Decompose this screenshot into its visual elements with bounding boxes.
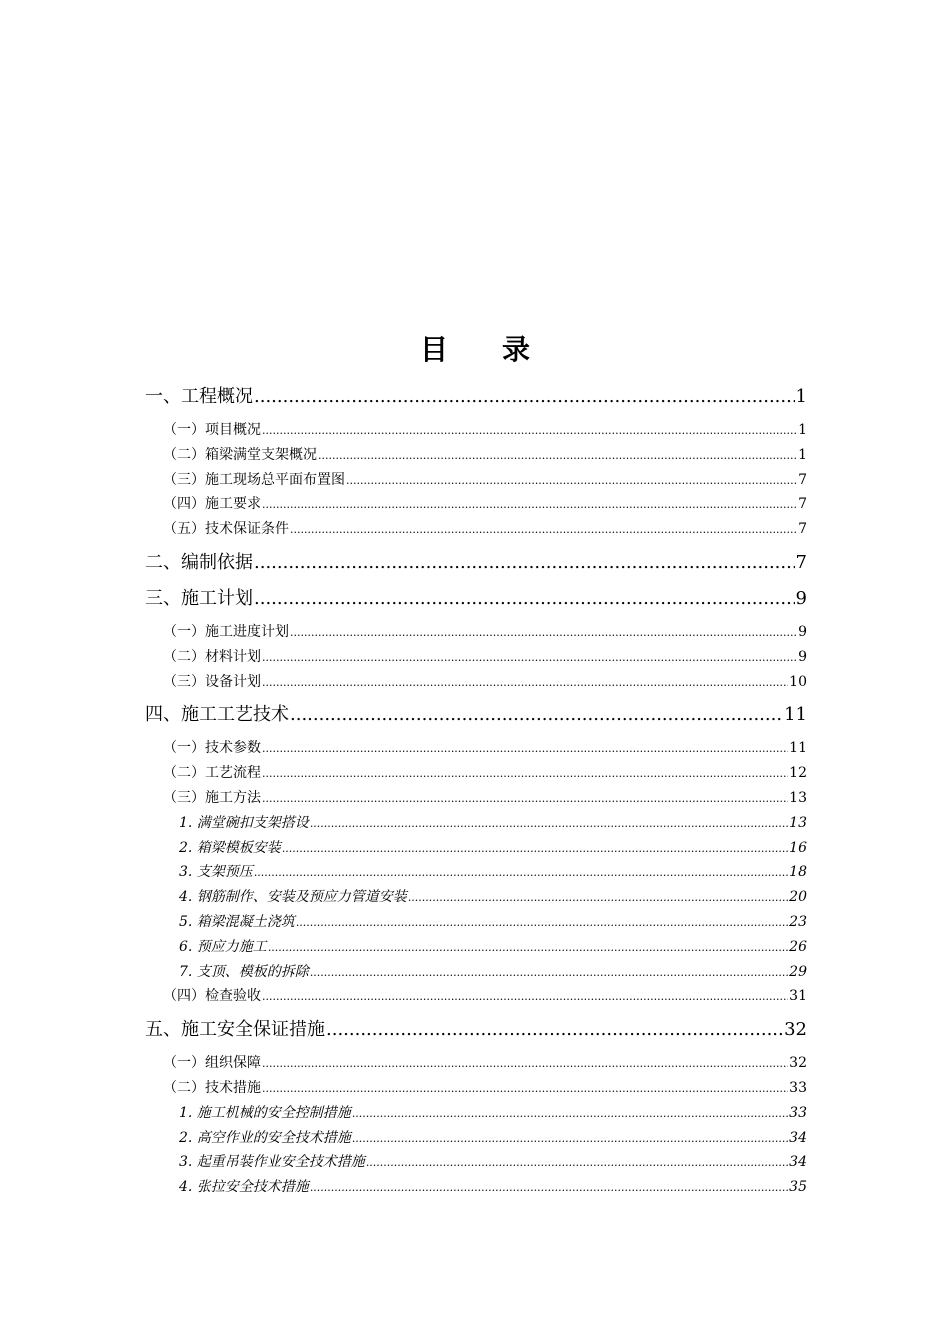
toc-entry-page-number: 7 [798,471,807,488]
toc-entry-label: （三）设备计划 [163,673,261,690]
toc-entry-page-number: 18 [789,864,807,881]
toc-entry-page-number: 20 [789,889,807,906]
toc-entry-level-1[interactable] [145,582,807,616]
toc-entry-page-number: 35 [789,1179,807,1196]
toc-entry-level-3[interactable] [145,1126,807,1151]
toc-dot-leader [290,518,797,542]
toc-entry-page-number: 1 [795,386,807,407]
toc-entry-level-1[interactable] [145,380,807,414]
toc-entry-label: 3. 起重吊装作业安全技术措施 [179,1154,365,1171]
toc-entry-label: 4. 张拉安全技术措施 [179,1179,309,1196]
toc-entry-page-number: 34 [789,1154,807,1171]
toc-dot-leader [366,1151,788,1175]
toc-entry-label: 5. 箱梁混凝土浇筑 [179,913,295,930]
toc-entry-level-2[interactable] [145,786,807,811]
toc-entry-label: （五）技术保证条件 [163,521,289,538]
toc-dot-leader [254,380,795,414]
toc-entry-label: 7. 支顶、模板的拆除 [179,963,309,980]
toc-dot-leader [262,1077,788,1101]
toc-dot-leader [262,1052,788,1076]
toc-entry-label: 4. 钢筋制作、安装及预应力管道安装 [179,889,407,906]
toc-entry-level-3[interactable] [145,910,807,935]
toc-entry-label: （四）施工要求 [163,496,261,513]
toc-entry-level-3[interactable] [145,935,807,960]
toc-entry-level-3[interactable] [145,1101,807,1126]
toc-entry-label: 1. 满堂碗扣支架搭设 [179,814,309,831]
toc-entry-level-2[interactable] [145,620,807,645]
toc-entry-level-2[interactable] [145,645,807,670]
toc-entry-page-number: 32 [784,1019,807,1041]
toc-entry-label: （二）技术措施 [163,1079,261,1096]
toc-entry-level-3[interactable] [145,811,807,836]
toc-dot-leader [262,787,788,811]
toc-entry-label: 2. 箱梁模板安装 [179,839,281,856]
toc-entry-label: （一）项目概况 [163,422,261,438]
toc-entry-level-1[interactable] [145,546,807,580]
toc-entry-label: 一、工程概况 [145,386,253,407]
toc-entry-level-2[interactable] [145,736,807,761]
table-of-contents [145,380,807,1200]
toc-dot-leader [254,546,795,580]
toc-entry-label: （四）检查验收 [163,988,261,1005]
toc-entry-page-number: 16 [789,839,807,856]
toc-entry-label: 1. 施工机械的安全控制措施 [179,1104,351,1121]
toc-dot-leader [262,671,788,695]
toc-entry-page-number: 32 [789,1055,807,1072]
toc-entry-label: （三）施工方法 [163,789,261,806]
toc-entry-page-number: 11 [789,740,807,757]
toc-entry-level-2[interactable] [145,517,807,542]
toc-entry-label: 三、施工计划 [145,587,253,609]
toc-entry-label: （一）技术参数 [163,740,261,757]
toc-entry-level-3[interactable] [145,885,807,910]
toc-entry-page-number: 12 [789,765,807,782]
toc-dot-leader [310,961,788,985]
toc-dot-leader [262,493,797,517]
toc-entry-page-number: 13 [789,789,807,806]
toc-entry-label: 五、施工安全保证措施 [145,1019,325,1041]
toc-dot-leader [262,737,788,761]
toc-dot-leader [352,1102,788,1126]
toc-dot-leader [254,861,788,885]
toc-entry-label: 四、施工工艺技术 [145,704,289,726]
toc-dot-leader [290,621,797,645]
toc-dot-leader [290,698,783,732]
toc-entry-level-3[interactable] [145,1175,807,1200]
toc-entry-level-2[interactable] [145,418,807,443]
toc-entry-label: 6. 预应力施工 [179,938,267,955]
toc-entry-label: 二、编制依据 [145,551,253,573]
toc-entry-level-3[interactable] [145,1150,807,1175]
toc-title: 目录 [419,333,584,366]
toc-entry-page-number: 13 [789,814,807,831]
toc-entry-level-2[interactable] [145,468,807,493]
toc-entry-level-2[interactable] [145,492,807,517]
toc-dot-leader [262,985,788,1009]
toc-dot-leader [310,1176,788,1200]
toc-entry-level-1[interactable] [145,698,807,732]
toc-entry-label: （一）组织保障 [163,1055,261,1072]
toc-entry-page-number: 34 [789,1129,807,1146]
toc-dot-leader [318,444,797,468]
toc-dot-leader [408,886,788,910]
toc-dot-leader [352,1127,788,1151]
toc-dot-leader [296,911,788,935]
toc-entry-level-2[interactable] [145,443,807,468]
toc-entry-page-number: 9 [795,587,807,609]
toc-entry-page-number: 9 [798,648,807,665]
toc-entry-label: 3. 支架预压 [179,864,253,881]
toc-entry-level-2[interactable] [145,1076,807,1101]
toc-entry-page-number: 7 [795,551,807,573]
toc-entry-page-number: 26 [789,938,807,955]
toc-dot-leader [346,469,797,493]
toc-entry-page-number: 33 [789,1079,807,1096]
toc-entry-page-number: 9 [798,623,807,640]
toc-entry-label: （三）施工现场总平面布置图 [163,471,345,488]
toc-entry-page-number: 1 [798,446,807,463]
toc-entry-label: 2. 高空作业的安全技术措施 [179,1129,351,1146]
toc-entry-level-3[interactable] [145,860,807,885]
toc-entry-label: （二）材料计划 [163,648,261,665]
toc-entry-level-3[interactable] [145,960,807,985]
toc-dot-leader [254,582,795,616]
toc-entry-level-2[interactable] [145,1051,807,1076]
toc-entry-page-number: 7 [798,496,807,513]
toc-entry-page-number: 1 [798,422,807,438]
toc-dot-leader [262,762,788,786]
toc-dot-leader [282,837,788,861]
toc-entry-level-2[interactable] [145,761,807,786]
toc-entry-level-2[interactable] [145,670,807,695]
toc-entry-page-number: 33 [789,1104,807,1121]
toc-dot-leader [268,936,788,960]
toc-entry-page-number: 31 [789,988,807,1005]
toc-entry-page-number: 29 [789,963,807,980]
toc-dot-leader [326,1013,783,1047]
toc-entry-label: （一）施工进度计划 [163,623,289,640]
toc-entry-page-number: 11 [784,704,807,726]
toc-entry-level-3[interactable] [145,836,807,861]
toc-entry-label: （二）箱梁满堂支架概况 [163,446,317,463]
toc-entry-page-number: 23 [789,913,807,930]
toc-entry-label: （二）工艺流程 [163,765,261,782]
toc-dot-leader [262,646,797,670]
toc-dot-leader [310,812,788,836]
toc-dot-leader [262,419,797,443]
toc-entry-page-number: 7 [798,521,807,538]
toc-entry-page-number: 10 [789,673,807,690]
toc-entry-level-1[interactable] [145,1013,807,1047]
toc-entry-level-2[interactable] [145,984,807,1009]
